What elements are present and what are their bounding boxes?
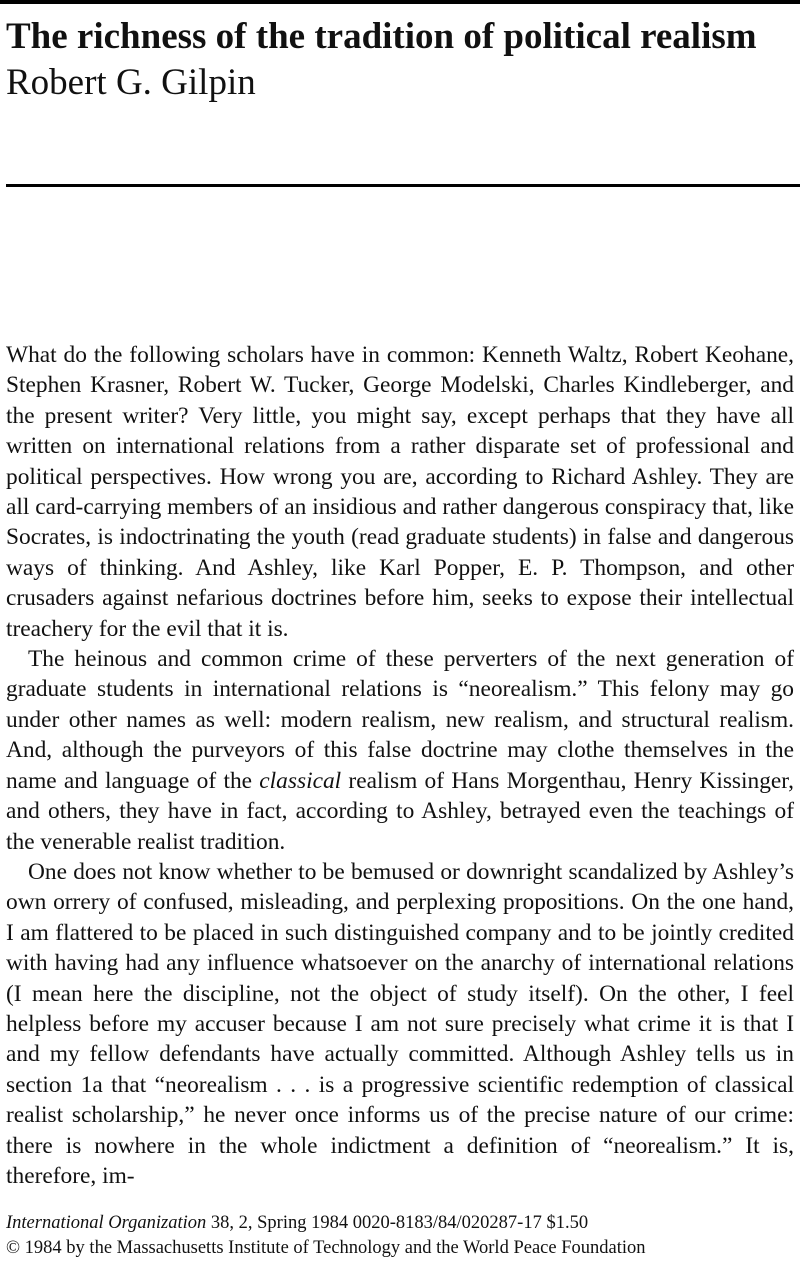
- paragraph-3: [6, 857, 794, 1191]
- copyright-line: © 1984 by the Massachusetts Institute of Technology and the World Peace Foundation: [6, 1238, 646, 1258]
- page-footer: [6, 1211, 796, 1261]
- paragraph-2-text-end: realism of Hans Morgenthau, Henry Kissinger, and others, they have in fact, according to Ashley, betrayed even the teachings of the venerable realist tradition.: [6, 767, 794, 855]
- paragraph-2-text-start: The heinous and common crime of these perverters of the next generation of graduate students in international relations is “neorealism.” This felony may go under other names as well: modern realism, new realism, and structural realism. And, although the purveyors of this false doctrine may clothe themselves in the name and language of the: [6, 646, 794, 794]
- journal-name: International Organization: [6, 1213, 207, 1233]
- title-text: The richness of the tradition of political realism: [6, 16, 757, 57]
- paragraph-1-text: What do the following scholars have in common: Kenneth Waltz, Robert Keohane, Stephen Krasner, Robert W. Tucker, George Modelski, Charles Kindleberger, and the present writer? Very little, you might say, except perhaps that they have all written on international relations from a rather disparate set of professional and political perspectives. How wrong you are, according to Richard Ashley. They are all card-carrying members of an insidious and rather dangerous conspiracy that, like Socrates, is indoctrinating the youth (read graduate students) in false and dangerous ways of thinking. And Ashley, like Karl Popper, E. P. Thompson, and other crusaders against nefarious doctrines before him, seeks to expose their intellectual treachery for the evil that it is.: [6, 342, 794, 642]
- top-rule: [0, 0, 800, 4]
- author-name: Robert G. Gilpin: [6, 62, 256, 103]
- citation-line: [6, 1211, 796, 1236]
- paragraph-2-italic: classical: [259, 767, 342, 794]
- article-title: [6, 14, 796, 106]
- article-body: [6, 340, 794, 1191]
- paragraph-3-text: One does not know whether to be bemused or downright scandalized by Ashley’s own orrery of confused, misleading, and perplexing propositions. On the one hand, I am flattered to be placed in such distinguished company and to be jointly credited with having had any influence whatsoever on the anarchy of international relations (I mean here the discipline, not the object of study itself). On the other, I feel helpless before my accuser because I am not sure precisely what crime it is that I and my fellow defendants have actually committed. Although Ashley tells us in section 1a that “neorealism . . . is a progressive scientific redemption of classical realist scholarship,” he never once informs us of the precise nature of our crime: there is nowhere in the whole indictment a definition of “neorealism.” It is, therefore, im-: [6, 858, 794, 1189]
- paragraph-2: [6, 644, 794, 857]
- citation-details: 38, 2, Spring 1984 0020-8183/84/020287-17 $1.50: [206, 1213, 589, 1233]
- title-rule: [6, 184, 800, 187]
- paragraph-1: [6, 340, 794, 644]
